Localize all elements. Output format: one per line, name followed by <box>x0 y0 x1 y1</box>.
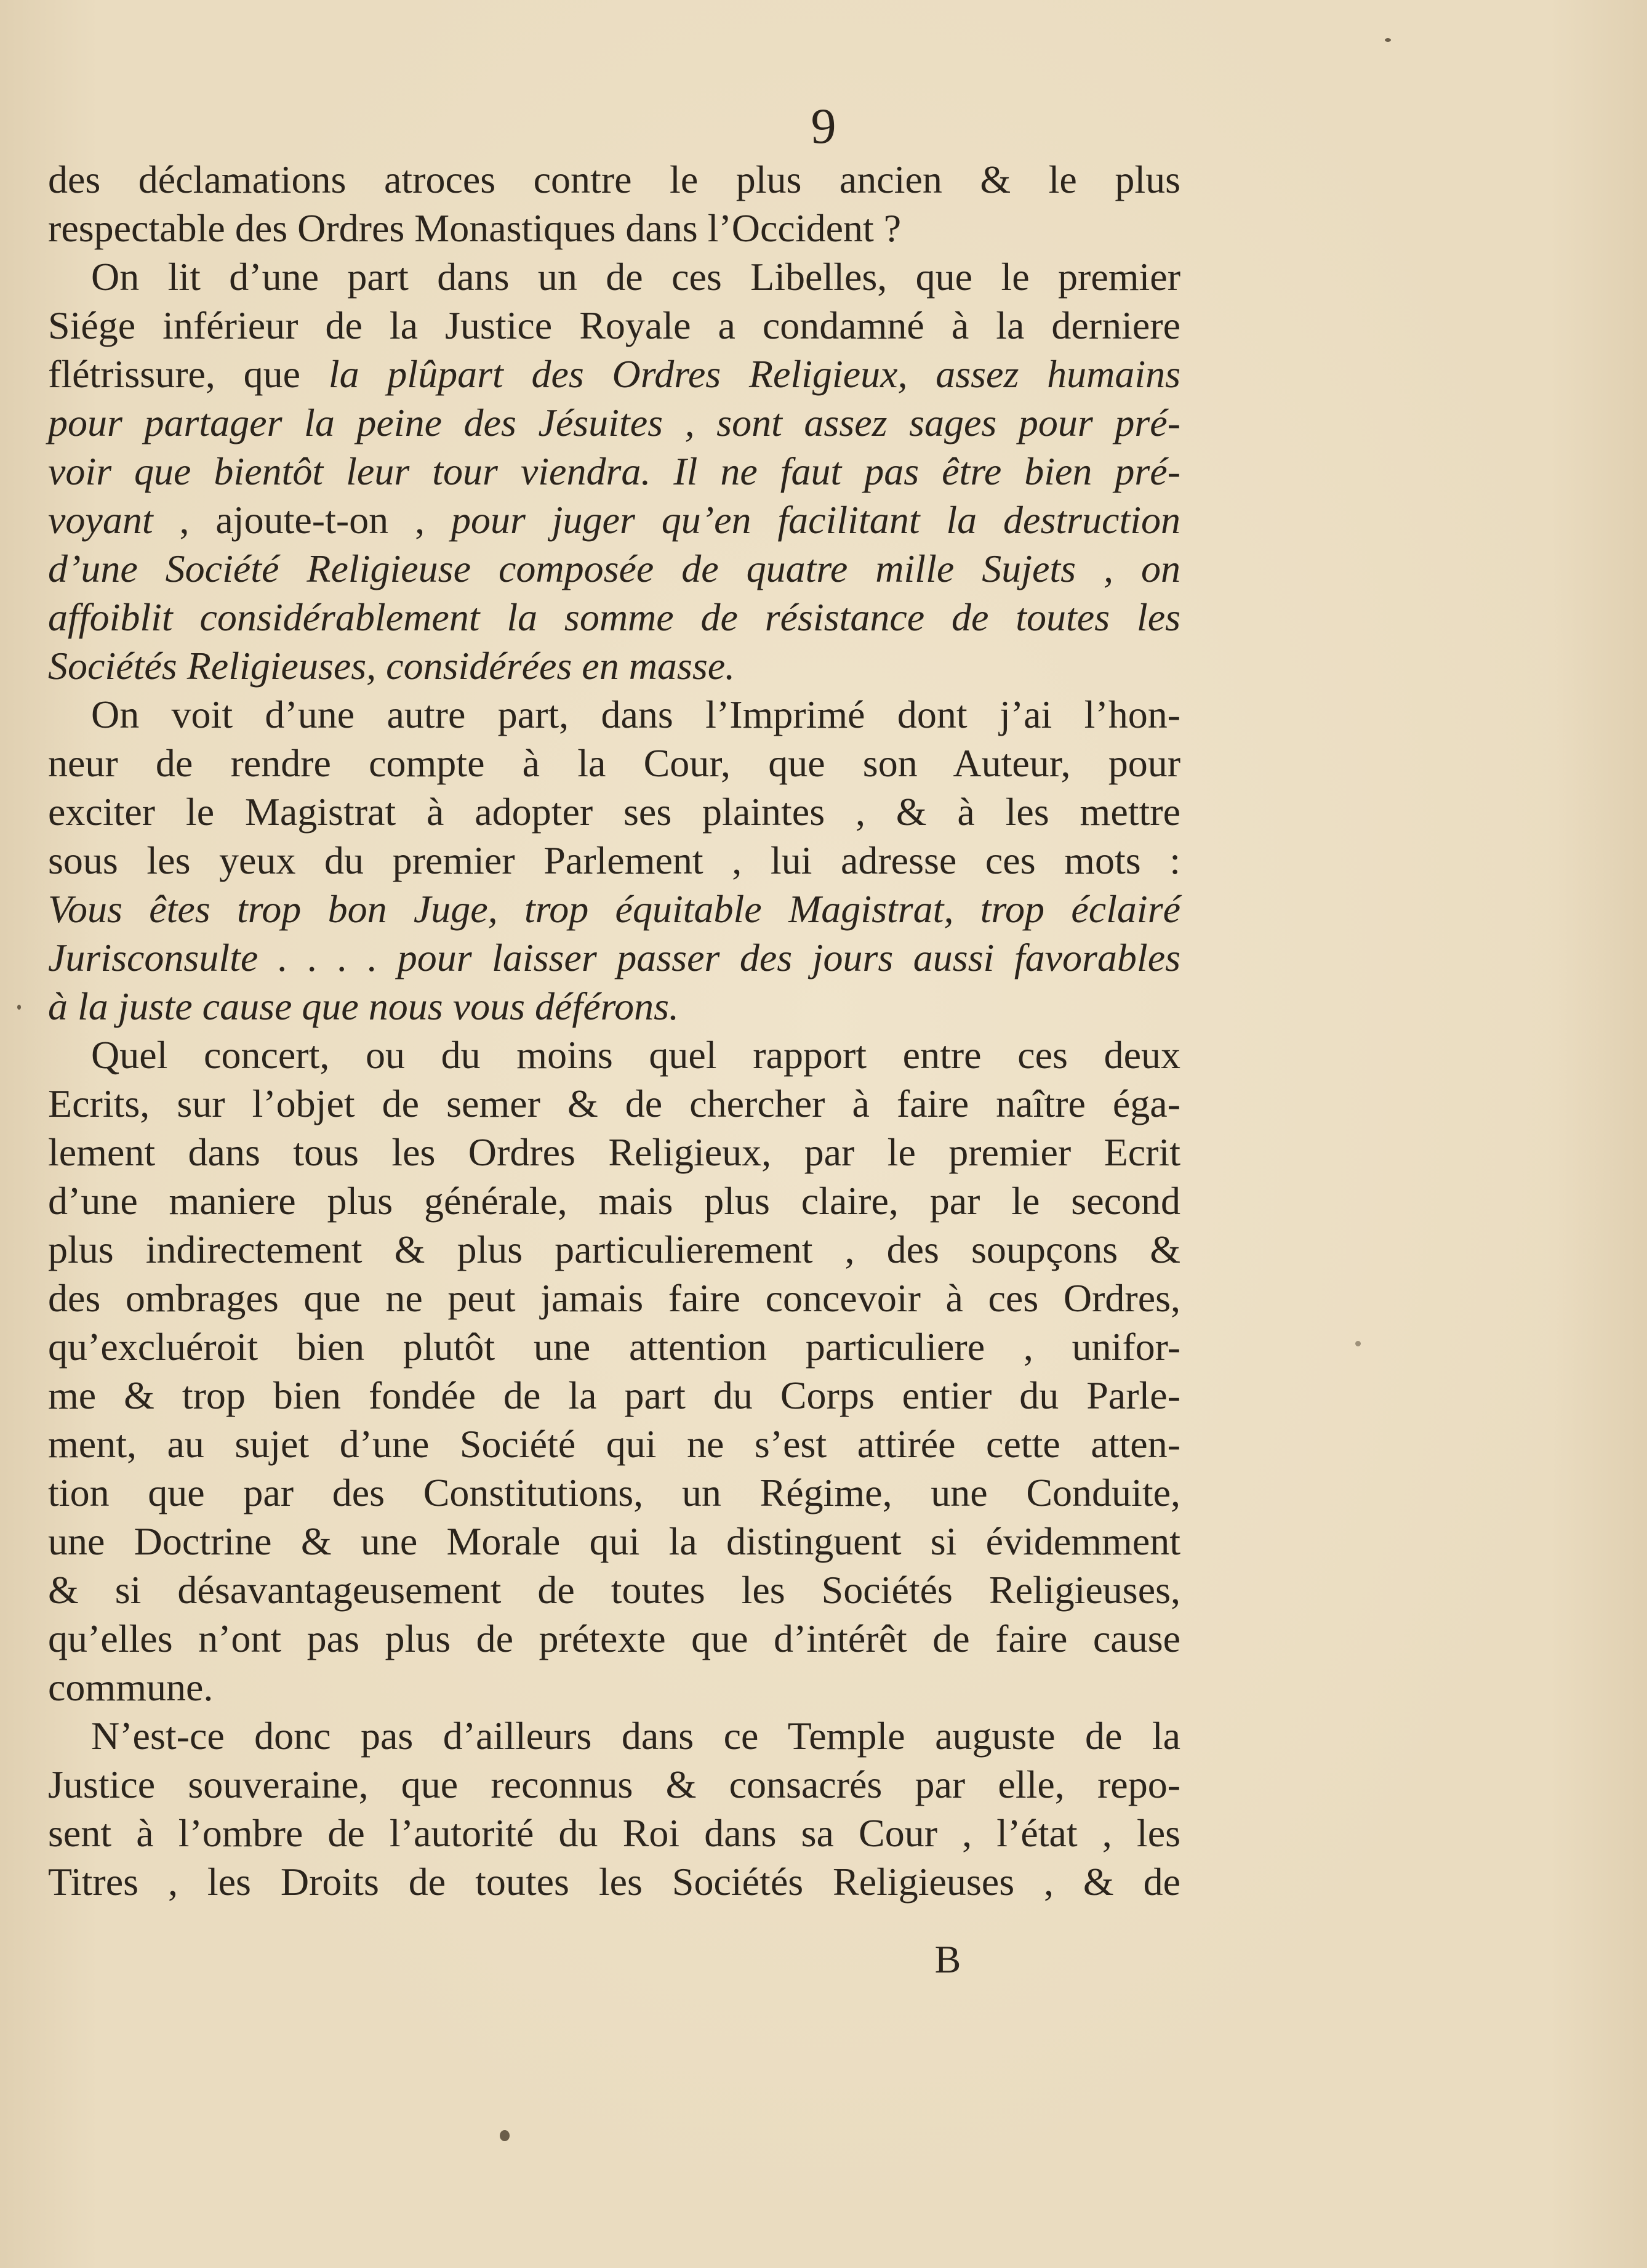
italic-text: voir que bientôt leur tour viendra. Il ne faut pas être bien pré- <box>48 449 1180 493</box>
ink-speck <box>1385 38 1391 42</box>
body-text <box>48 155 1180 1906</box>
roman-text: respectable des Ordres Monastiques dans l’Occident ? <box>48 206 902 250</box>
signature-mark: B <box>934 1937 961 1981</box>
text-line <box>48 1176 1180 1225</box>
text-line <box>48 982 1180 1031</box>
roman-text: Siége inférieur de la Justice Royale a condamné à la derniere <box>48 304 1180 347</box>
text-line <box>48 1225 1180 1274</box>
ink-speck <box>500 2130 510 2141</box>
roman-text: flétrissure, que <box>48 352 329 396</box>
text-line <box>48 593 1180 641</box>
italic-text: pour partager la peine des Jésuites , sont assez sages pour pré- <box>48 401 1180 444</box>
roman-text: sous les yeux du premier Parlement , lui adresse ces mots : <box>48 838 1180 882</box>
paragraph <box>48 1031 1180 1711</box>
text-line <box>48 1809 1180 1857</box>
text-line <box>48 1711 1180 1760</box>
text-line <box>48 496 1180 544</box>
text-line <box>48 1274 1180 1322</box>
roman-text: Ecrits, sur l’objet de semer & de chercher à faire naître éga- <box>48 1082 1180 1125</box>
roman-text: Quel concert, ou du moins quel rapport entre ces deux <box>91 1033 1180 1077</box>
italic-text: à la juste cause que nous vous déférons. <box>48 984 679 1028</box>
ink-speck <box>1355 1341 1361 1346</box>
roman-text: On lit d’une part dans un de ces Libelles, que le premier <box>91 255 1180 299</box>
roman-text: me & trop bien fondée de la part du Corps entier du Parle- <box>48 1373 1180 1417</box>
roman-text: d’une maniere plus générale, mais plus claire, par le second <box>48 1179 1180 1223</box>
roman-text: neur de rendre compte à la Cour, que son Auteur, pour <box>48 741 1180 785</box>
roman-text: ment, au sujet d’une Société qui ne s’est attirée cette atten- <box>48 1422 1180 1466</box>
roman-text: qu’excluéroit bien plutôt une attention particuliere , unifor- <box>48 1325 1180 1369</box>
text-line <box>48 1371 1180 1420</box>
text-line <box>48 1760 1180 1809</box>
italic-text: affoiblit considérablement la somme de résistance de toutes les <box>48 595 1180 639</box>
roman-text: des déclamations atroces contre le plus ancien & le plus <box>48 158 1180 201</box>
text-line <box>48 885 1180 933</box>
italic-text: voyant <box>48 498 153 542</box>
text-line <box>48 787 1180 836</box>
text-line <box>48 1128 1180 1176</box>
italic-text: d’une Société Religieuse composée de quatre mille Sujets , on <box>48 547 1180 590</box>
text-line <box>48 1322 1180 1371</box>
roman-text: Justice souveraine, que reconnus & consacrés par elle, repo- <box>48 1763 1180 1806</box>
text-line <box>48 447 1180 496</box>
italic-text: Sociétés Religieuses, considérées en masse. <box>48 644 735 688</box>
roman-text: qu’elles n’ont pas plus de prétexte que d’intérêt de faire cause <box>48 1617 1180 1660</box>
roman-text: tion que par des Constitutions, un Régime, une Conduite, <box>48 1471 1180 1514</box>
text-line <box>48 739 1180 787</box>
text-line <box>48 1031 1180 1079</box>
text-line <box>48 641 1180 690</box>
text-line <box>48 1566 1180 1614</box>
text-line <box>48 1614 1180 1663</box>
text-line <box>48 1517 1180 1566</box>
text-line <box>48 1079 1180 1128</box>
page-number: 9 <box>811 98 836 154</box>
paragraph <box>48 1711 1180 1906</box>
roman-text: plus indirectement & plus particulierement , des soupçons & <box>48 1228 1180 1271</box>
italic-text: pour juger qu’en facilitant la destruction <box>451 498 1181 542</box>
roman-text: une Doctrine & une Morale qui la distinguent si évidemment <box>48 1519 1180 1563</box>
roman-text: Titres , les Droits de toutes les Sociétés Religieuses , & de <box>48 1860 1180 1904</box>
roman-text: commune. <box>48 1665 214 1709</box>
text-line <box>48 544 1180 593</box>
paragraph <box>48 690 1180 1031</box>
italic-text: Jurisconsulte . . . . pour laisser passer des jours aussi favorables <box>48 936 1180 979</box>
roman-text: , ajoute-t-on , <box>153 498 451 542</box>
paragraph <box>48 155 1180 252</box>
italic-text: la plûpart des Ordres Religieux, assez humains <box>328 352 1181 396</box>
italic-text: Vous êtes trop bon Juge, trop équitable Magistrat, trop éclairé <box>48 887 1180 931</box>
text-line <box>48 1420 1180 1468</box>
text-line <box>48 1663 1180 1711</box>
text-line <box>48 204 1180 252</box>
roman-text: lement dans tous les Ordres Religieux, par le premier Ecrit <box>48 1130 1180 1174</box>
text-line <box>48 836 1180 885</box>
roman-text: N’est-ce donc pas d’ailleurs dans ce Temple auguste de la <box>91 1714 1180 1758</box>
text-line <box>48 252 1180 301</box>
text-line <box>48 1857 1180 1906</box>
text-line <box>48 350 1180 398</box>
text-line <box>48 398 1180 447</box>
paragraph <box>48 252 1180 690</box>
roman-text: exciter le Magistrat à adopter ses plaintes , & à les mettre <box>48 790 1180 834</box>
roman-text: On voit d’une autre part, dans l’Imprimé dont j’ai l’hon- <box>91 693 1180 736</box>
roman-text: & si désavantageusement de toutes les Sociétés Religieuses, <box>48 1568 1180 1612</box>
ink-speck <box>17 1005 21 1010</box>
text-line <box>48 933 1180 982</box>
text-line <box>48 1468 1180 1517</box>
text-line <box>48 301 1180 350</box>
roman-text: des ombrages que ne peut jamais faire concevoir à ces Ordres, <box>48 1276 1180 1320</box>
text-line <box>48 690 1180 739</box>
text-line <box>48 155 1180 204</box>
roman-text: sent à l’ombre de l’autorité du Roi dans sa Cour , l’état , les <box>48 1811 1180 1855</box>
